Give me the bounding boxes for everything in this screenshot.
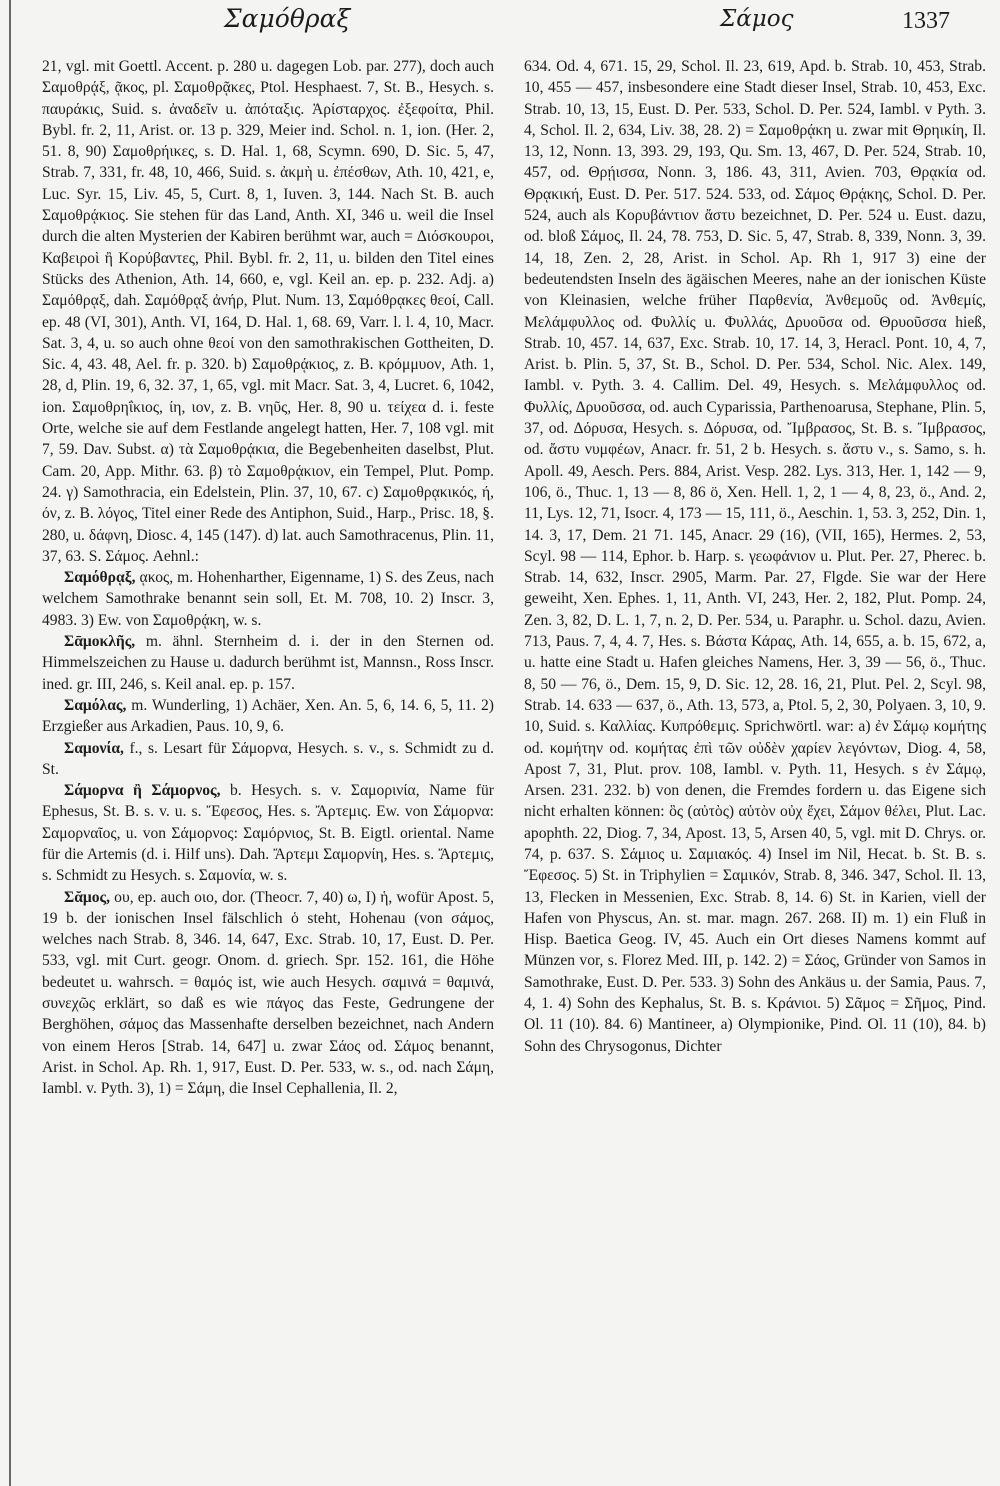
entry-text: m. ähnl. Sternheim d. i. der in den Sternen od. Himmelszeichen zu Hause u. dadurch berühmt ist, Mannsn., Ross Inscr. ined. gr. III, 246, s. Keil anal. ep. p. 157. bbox=[42, 633, 494, 693]
dictionary-entry bbox=[42, 631, 494, 695]
continued-entry bbox=[524, 56, 986, 1057]
dictionary-entry bbox=[42, 738, 494, 781]
left-running-headword: Σαμόθραξ bbox=[224, 4, 351, 33]
page-edge-line bbox=[9, 0, 11, 1486]
entry-text: b. Hesych. s. v. Σαμορινία, Name für Ephesus, St. B. s. v. u. s. Ἔφεσος, Hes. s. Ἄρτεμις. Ew. von Σάμορνα: Σαμορναῖος, u. von Σάμορνος: Σαμόρνιος, St. B. Eigtl. oriental. Name für die Artemis (d. i. Hilf uns). Dah. Ἄρτεμι Σαμορνίη, Hes. s. Ἄρτεμις, s. Schmidt zu Hesych. s. Σαμονία, w. s. bbox=[42, 782, 494, 885]
dictionary-entry bbox=[42, 695, 494, 738]
entry-text: 21, vgl. mit Goettl. Accent. p. 280 u. dagegen Lob. par. 277), doch auch Σαμοθρᾴξ, ᾷκος, pl. Σαμοθρᾷκες, Ptol. Hesphaest. 7, St. B., Hesych. s. παυράκις, Suid. s. ἀναδεῖν u. ἀπόταξις. Ἀρίσταρχος. ἐξεφοίτα, Phil. Bybl. fr. 2, 11, Arist. or. 13 p. 329, Meier ind. Schol. n. 1, ion. (Her. 2, 51. 8, 90) Σαμοθρήικες, s. D. Hal. 1, 68, Scymn. 690, D. Sic. 5, 47, Strab. 7, 331, fr. 48, 10, 466, Suid. s. ἀκμὴ u. ἐπέσθων, Ath. 10, 421, e, Luc. Syr. 15, Liv. 45, 5, Curt. 8, 1, Iuven. 3, 144. Nach St. B. auch Σαμοθρᾴκιος. Sie stehen für das Land, Anth. XI, 346 u. weil die Insel durch die alten Mysterien der Kabiren berühmt war, auch = Διόσκουροι, Καβειροὶ ἢ Κορύβαντες, Phil. Bybl. fr. 2, 11, u. bilden den Titel eines Stücks des Athenion, Ath. 14, 660, e, vgl. Keil an. ep. p. 232. Adj. a) Σαμόθρᾳξ, dah. Σαμόθρᾳξ ἀνήρ, Plut. Num. 13, Σαμόθρᾳκες θεοί, Call. ep. 48 (VI, 301), Anth. VI, 164, D. Hal. 1, 68. 69, Varr. l. l. 4, 10, Macr. Sat. 3, 4, u. so auch ohne θεοί von den samothrakischen Gottheiten, D. Sic. 4, 43. 48, Ael. fr. p. 320. b) Σαμοθρᾴκιος, z. B. κρόμμυον, Ath. 1, 28, d, Plin. 19, 6, 32. 37, 1, 65, vgl. mit Macr. Sat. 3, 4, Lucret. 6, 1042, ion. Σαμοθρηΐκιος, ίη, ιον, z. B. νηῦς, Her. 8, 90 u. τείχεα d. i. feste Orte, welche sie auf dem Festlande angelegt hatten, Her. 7, 108 vgl. mit 7, 59. Dav. Subst. α) τὰ Σαμοθρᾴκια, die Begebenheiten daselbst, Plut. Cam. 20, App. Mithr. 63. β) τὸ Σαμοθρᾴκιον, ein Tempel, Plut. Pomp. 24. γ) Samothracia, ein Edelstein, Plin. 37, 10, 67. c) Σαμοθρᾳκικός, ή, όν, z. B. λόγος, Titel einer Rede des Antiphon, Suid., Harp., Prisc. 18, §. 280, u. δάφνη, Diosc. 4, 145 (147). d) lat. auch Samothracenus, Plin. 11, 37, 63. S. Σάμος. Aehnl.: bbox=[42, 58, 494, 565]
headword: Σαμόλας, bbox=[64, 696, 127, 714]
entry-text: ᾳκος, m. Hohenharther, Eigenname, 1) S. des Zeus, nach welchem Samothrake benannt sein soll, Et. M. 708, 10. 2) Inscr. 3, 4983. 3) Ew. von Σαμοθρᾴκη, w. s. bbox=[42, 569, 494, 629]
dictionary-entry bbox=[42, 567, 494, 631]
page-number: 1337 bbox=[902, 8, 950, 34]
continued-entry bbox=[42, 56, 494, 567]
entry-text: 634. Od. 4, 671. 15, 29, Schol. Il. 23, 619, Apd. b. Strab. 10, 453, Strab. 10, 455 — 457, insbesondere eine Stadt dieser Insel, Strab. 10, 453, Exc. Strab. 10, 13, 15, Eust. D. Per. 533, Schol. D. Per. 524, Iambl. v Pyth. 3. 4, Schol. Il. 2, 634, Liv. 38, 28. 2) = Σαμοθρᾴκη u. zwar mit Θρηικίη, Il. 13, 12, Nonn. 13, 393. 29, 193, Qu. Sm. 13, 467, D. Per. 524, Strab. 10, 457, od. Θρῄισσα, Nonn. 3, 186. 43, 311, Avien. 703, Θρᾳκία od. Θρᾳκική, Eust. D. Per. 517. 524. 533, od. Σάμος Θρᾴκης, Schol. D. Per. 524, auch als Κορυβάντιον ἄστυ bezeichnet, D. Per. 524 u. Eust. dazu, od. bloß Σάμος, Il. 24, 78. 753, D. Sic. 5, 47, Strab. 8, 339, Nonn. 3, 39. 14, 18, Zen. 2, 28, Arist. in Schol. Ap. Rh 1, 917 3) eine der bedeutendsten Inseln des ägäischen Meeres, nahe an der ionischen Küste von Kleinasien, welche früher Παρθενία, Ἀνθεμοῦς od. Ἀνθεμίς, Μελάμφυλλος od. Φυλλίς u. Φυλλάς, Δρυοῦσα od. Θρυοῦσσα hieß, Strab. 10, 457. 14, 637, Exc. Strab. 10, 17. 14, 3, Heracl. Pont. 10, 4, 7, Arist. b. Plin. 5, 37, St. B., Schol. D. Per. 534, Schol. Nic. Alex. 149, Iambl. v. Pyth. 3. 4. Callim. Del. 49, Hesych. s. Μελάμφυλλος od. Φυλλίς, Δρυοῦσσα, od. auch Cyparissia, Parthenoarusa, Stephane, Plin. 5, 37, od. Δόρυσα, Hesych. s. Δόρυσα, od. Ἴμβρασος, St. B. s. Ἴμβρασος, od. ἄστυ νυμφέων, Anacr. fr. 51, 2 b. Hesych. s. ἄστυ ν., s. Samo, s. h. Apoll. 49, Aesch. Pers. 884, Arist. Vesp. 282. Lys. 313, Her. 1, 142 — 9, 106, ö., Thuc. 1, 13 — 8, 86 ö, Xen. Hell. 1, 2, 1 — 4, 8, 23, ö., And. 2, 11, Lys. 12, 71, Isocr. 4, 173 — 15, 111, ö., Aeschin. 1, 53. 3, 252, Din. 1, 14. 3, 17, Dem. 21 71. 145, Anacr. 29 (16), (VII, 165), Hermes. 2, 53, Scyl. 98 — 114, Ephor. b. Harp. s. γεωφάνιον u. Plut. Per. 27, Pherec. b. Strab. 14, 632, Inscr. 2905, Marm. Par. 27, Flgde. Sie war der Here geweiht, Xen. Ephes. 1, 11, Anth. VI, 243, Her. 2, 182, Plut. Pomp. 24, Zen. 3, 82, D. L. 1, 7, n. 2, D. Per. 534, u. Paraphr. u. Schol. dazu, Avien. 713, Paus. 7, 4, 4. 7, Hes. s. Βάστα Κάρας, Ath. 14, 655, a. b. 15, 672, a, u. hatte eine Stadt u. Hafen gleiches Namens, Her. 3, 39 — 56, ö., Thuc. 8, 50 — 76, ö., Dem. 15, 9, D. Sic. 12, 28. 16, 21, Plut. Pel. 2, Scyl. 98, Strab. 14. 633 — 637, ö., Ath. 13, 573, a, Ptol. 5, 2, 30, Polyaen. 3, 10, 9. 10, Suid. s. Καλλίας. Κυπρόθεμις. Sprichwörtl. war: a) ἐν Σάμῳ κομήτης od. κομήτην od. κομήτας ἐπὶ τῶν οὐδὲν χαρίεν λεγόντων, Diog. 4, 58, Apost 7, 31, Plut. prov. 108, Iambl. v. Pyth. 11, Hesych. s ἐν Σάμῳ, Arsen. 231. 232. b) von denen, die Fremdes fordern u. das Eigene sich nicht erhalten können: ὃς (αὐτὸς) αὑτὸν οὐχ ἔχει, Σάμον θέλει, Plut. Lac. apophth. 22, Diog. 7, 34, Apost. 13, 5, Arsen 40, 5, vgl. mit D. Chrys. or. 74, p. 637. S. Σάμιος u. Σαμιακός. 4) Insel im Nil, Hecat. b. St. B. s. Ἔφεσος. 5) St. in Triphylien = Σαμικόν, Strab. 8, 346. 347, Schol. Il. 13, 13, Flecken in Messenien, Exc. Strab. 8, 14. 6) St. in Karien, viell der Hafen von Physcus, An. st. mar. magn. 267. 268. II) m. 1) ein Fluß in Hisp. Baetica Geog. IV, 45. Auch ein Ort dieses Namens kommt auf Münzen vor, s. Florez Med. III, p. 142. 2) = Σάος, Gründer von Samos in Samothrake, Eust. D. Per. 533. 3) Sohn des Ankäus u. der Samia, Paus. 7, 4, 1. 4) Sohn des Kephalus, St. B. s. Κράνιοι. 5) Σᾶμος = Σῆμος, Pind. Ol. 11 (10). 84. 6) Mantineer, a) Olympionike, Pind. Ol. 11 (10), 84. b) Sohn des Chrysogonus, Dichter bbox=[524, 58, 986, 1055]
headword: Σᾱμοκλῆς, bbox=[64, 633, 136, 651]
headword: Σάμορνα ἢ Σάμορνος, bbox=[64, 782, 221, 800]
entry-text: m. Wunderling, 1) Achäer, Xen. An. 5, 6, 14. 6, 5, 11. 2) Erzgießer aus Arkadien, Paus. 10, 9, 6. bbox=[42, 696, 494, 736]
entry-text: ου, ep. auch οιο, dor. (Theocr. 7, 40) ω, I) ἡ, wofür Apost. 5, 19 b. der ionischen Insel fälschlich ὁ steht, Hohenau (von σάμος, welches nach Strab. 8, 346. 14, 647, Exc. Strab. 10, 17, Eust. D. Per. 533, vgl. mit Curt. geogr. Onom. d. griech. Spr. 152. 161, die Höhe bedeutet u. wahrsch. = θαμός ist, wie auch Hesych. σαμινά = θαμινά, συνεχῶς erklärt, so daß es wie πάγος das Feste, Gedrungene der Berghöhen, σάμος das Massenhafte derselben bezeichnet, nach Andern von einem Heros [Strab. 14, 647] u. zwar Σάος od. Σάμος benannt, Arist. in Schol. Ap. Rh. 1, 917, Eust. D. Per. 533, w. s., od. nach Σάμη, Iambl. v. Pyth. 3), 1) = Σάμη, die Insel Cephallenia, Il. 2, bbox=[42, 888, 494, 1098]
headword: Σαμόθρᾳξ, bbox=[64, 569, 136, 587]
headword: Σᾰμος, bbox=[64, 888, 111, 906]
right-running-headword: Σάμος bbox=[720, 6, 794, 32]
running-header bbox=[0, 0, 1000, 44]
entry-text: f., s. Lesart für Σάμορνα, Hesych. s. v., s. Schmidt zu d. St. bbox=[42, 739, 494, 778]
left-column bbox=[42, 56, 494, 1100]
right-column bbox=[524, 56, 986, 1057]
dictionary-entry bbox=[42, 780, 494, 886]
headword: Σαμονία, bbox=[64, 739, 124, 757]
dictionary-entry bbox=[42, 887, 494, 1100]
